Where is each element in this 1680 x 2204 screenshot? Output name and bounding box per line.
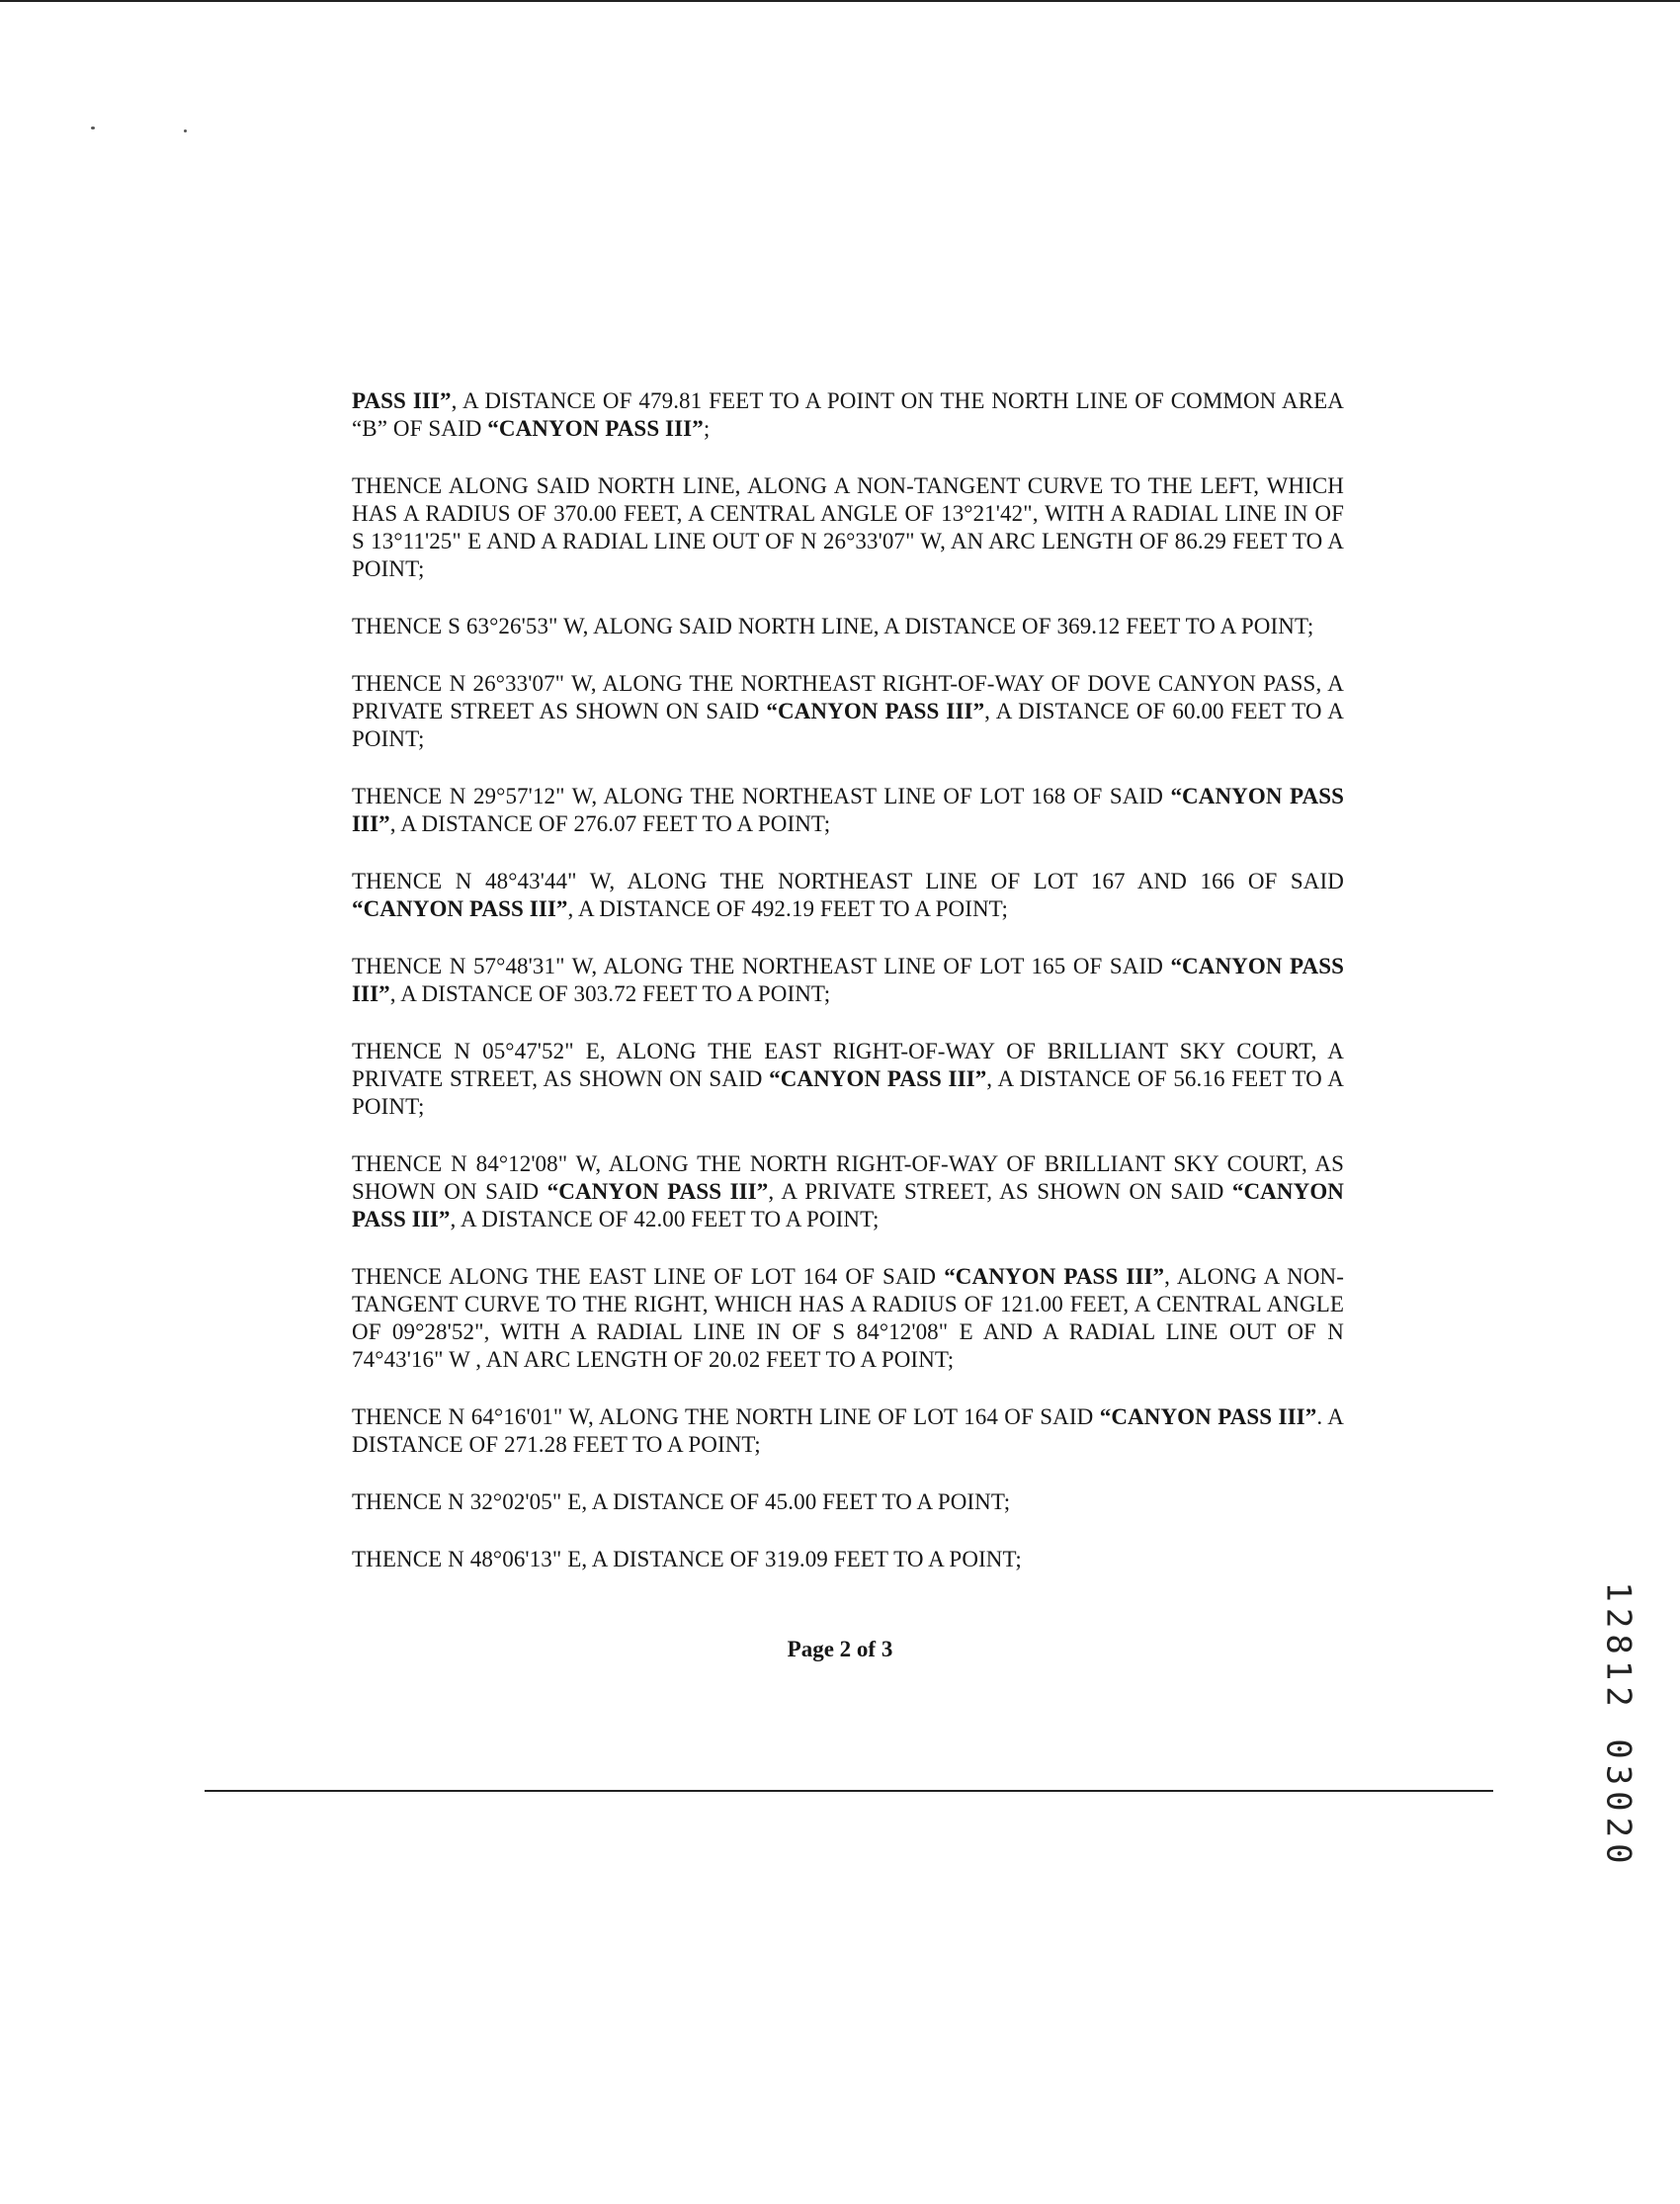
- course-text: THENCE N 48°06'13" E, A DISTANCE OF 319.09 FEET TO A POINT;: [352, 1547, 1022, 1571]
- scan-top-edge: [0, 0, 1680, 2]
- course-paragraph: [352, 472, 1344, 583]
- course-text: THENCE N 32°02'05" E, A DISTANCE OF 45.00 FEET TO A POINT;: [352, 1489, 1011, 1514]
- scan-speck: [91, 127, 95, 129]
- course-paragraph: [352, 1403, 1344, 1459]
- course-paragraph: [352, 953, 1344, 1008]
- course-text: THENCE N 29°57'12" W, ALONG THE NORTHEAST LINE OF LOT 168 OF SAID: [352, 784, 1171, 808]
- course-text: , A DISTANCE OF 479.81 FEET TO A POINT ON THE NORTH LINE OF COMMON AREA “B” OF SAID: [352, 388, 1344, 441]
- subdivision-name: “CANYON PASS III”: [352, 896, 568, 921]
- subdivision-name: “CANYON PASS III”: [1099, 1404, 1317, 1429]
- course-text: , A DISTANCE OF 60.00 FEET TO A POINT;: [352, 699, 1344, 751]
- course-paragraph: [352, 670, 1344, 753]
- course-text: , A DISTANCE OF 42.00 FEET TO A POINT;: [450, 1207, 880, 1231]
- course-paragraph: [352, 868, 1344, 923]
- course-paragraph: [352, 613, 1344, 640]
- subdivision-name: “CANYON PASS III”: [766, 699, 985, 723]
- course-paragraph: [352, 1488, 1344, 1516]
- subdivision-name: “CANYON PASS III”: [352, 954, 1344, 1006]
- page-number: Page 2 of 3: [787, 1637, 893, 1661]
- subdivision-name: PASS III”: [352, 388, 452, 413]
- course-paragraph: [352, 387, 1344, 443]
- course-text: THENCE N 57°48'31" W, ALONG THE NORTHEAST LINE OF LOT 165 OF SAID: [352, 954, 1171, 978]
- course-text: , ALONG A NON-TANGENT CURVE TO THE RIGHT, WHICH HAS A RADIUS OF 121.00 FEET, A CENTRAL ANGLE OF 09°28'52", WITH A RADIAL LINE IN OF S 84°12'08" E AND A RADIAL LINE OUT OF N 74°43'16" W , AN ARC LENGTH OF 20.02 FEET TO A POINT;: [352, 1264, 1344, 1372]
- course-text: . A DISTANCE OF 271.28 FEET TO A POINT;: [352, 1404, 1344, 1457]
- course-paragraph: [352, 1038, 1344, 1121]
- course-text: THENCE ALONG SAID NORTH LINE, ALONG A NON-TANGENT CURVE TO THE LEFT, WHICH HAS A RADIUS OF 370.00 FEET, A CENTRAL ANGLE OF 13°21'42", WITH A RADIAL LINE IN OF S 13°11'25" E AND A RADIAL LINE OUT OF N 26°33'07" W, AN ARC LENGTH OF 86.29 FEET TO A POINT;: [352, 473, 1344, 581]
- course-paragraph: [352, 1150, 1344, 1233]
- course-paragraph: [352, 1263, 1344, 1374]
- course-text: THENCE S 63°26'53" W, ALONG SAID NORTH LINE, A DISTANCE OF 369.12 FEET TO A POINT;: [352, 614, 1314, 638]
- recording-number-text: 12812 03020: [1599, 1581, 1639, 1870]
- course-text: , A DISTANCE OF 303.72 FEET TO A POINT;: [389, 981, 831, 1006]
- subdivision-name: “CANYON PASS III”: [944, 1264, 1165, 1289]
- course-text: THENCE N 64°16'01" W, ALONG THE NORTH LINE OF LOT 164 OF SAID: [352, 1404, 1100, 1429]
- subdivision-name: “CANYON PASS III”: [352, 1179, 1345, 1231]
- footer-rule: [205, 1790, 1493, 1792]
- course-text: THENCE ALONG THE EAST LINE OF LOT 164 OF SAID: [352, 1264, 945, 1289]
- subdivision-name: “CANYON PASS III”: [546, 1179, 769, 1204]
- course-text: THENCE N 48°43'44" W, ALONG THE NORTHEAST LINE OF LOT 167 AND 166 OF SAID: [352, 869, 1344, 893]
- course-text: ;: [703, 416, 711, 441]
- course-paragraph: [352, 783, 1344, 838]
- course-text: , A DISTANCE OF 492.19 FEET TO A POINT;: [567, 896, 1009, 921]
- subdivision-name: “CANYON PASS III”: [487, 416, 704, 441]
- document-recording-number: [1597, 1581, 1640, 1870]
- course-text: , A PRIVATE STREET, AS SHOWN ON SAID: [768, 1179, 1232, 1204]
- subdivision-name: “CANYON PASS III”: [769, 1066, 987, 1091]
- legal-description-body: [352, 387, 1344, 1603]
- subdivision-name: “CANYON PASS III”: [352, 784, 1344, 836]
- course-text: THENCE N 84°12'08" W, ALONG THE NORTH RIGHT-OF-WAY OF BRILLIANT SKY COURT, AS SHOWN ON SAID: [352, 1151, 1344, 1204]
- course-text: THENCE N 05°47'52" E, ALONG THE EAST RIGHT-OF-WAY OF BRILLIANT SKY COURT, A PRIVATE STREET, AS SHOWN ON SAID: [352, 1039, 1344, 1091]
- course-text: , A DISTANCE OF 56.16 FEET TO A POINT;: [352, 1066, 1344, 1119]
- course-text: THENCE N 26°33'07" W, ALONG THE NORTHEAST RIGHT-OF-WAY OF DOVE CANYON PASS, A PRIVATE STREET AS SHOWN ON SAID: [352, 671, 1344, 723]
- scan-speck: [184, 129, 187, 132]
- course-text: , A DISTANCE OF 276.07 FEET TO A POINT;: [389, 811, 831, 836]
- course-paragraph: [352, 1546, 1344, 1573]
